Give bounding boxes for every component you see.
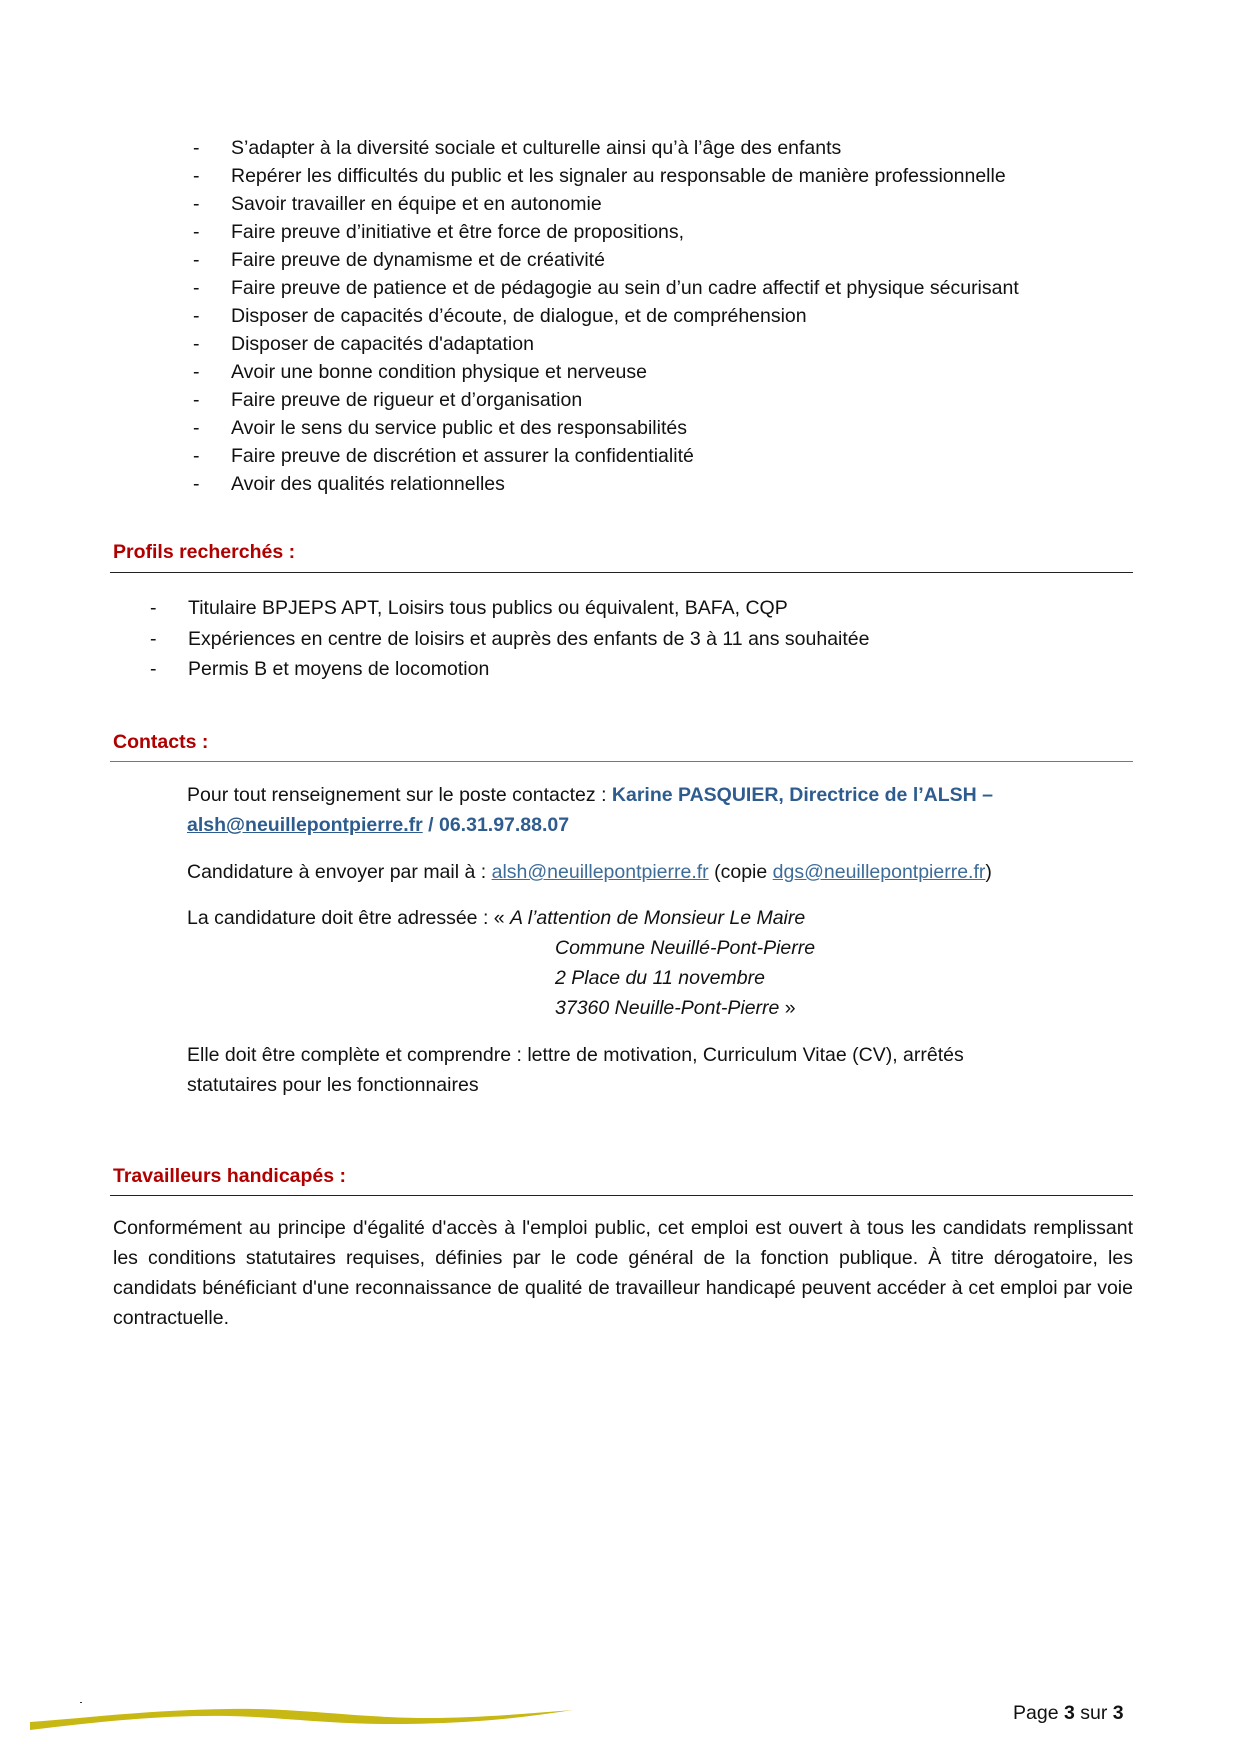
bullet-dash: - bbox=[150, 627, 157, 650]
bullet-dash: - bbox=[193, 193, 200, 215]
list-item-text: Faire preuve d’initiative et être force de propositions, bbox=[231, 221, 685, 243]
contacts-heading: Contacts : bbox=[113, 731, 209, 753]
address-line: 2 Place du 11 novembre bbox=[555, 967, 765, 989]
disabled-workers-heading: Travailleurs handicapés : bbox=[113, 1165, 347, 1187]
page-prefix: Page bbox=[1013, 1702, 1064, 1724]
list-item-text: Disposer de capacités d’écoute, de dialogue, et de compréhension bbox=[231, 305, 807, 327]
apply-copy-suffix: ) bbox=[985, 861, 992, 883]
page-number bbox=[1013, 1702, 1124, 1725]
list-item-text: Expériences en centre de loisirs et auprès des enfants de 3 à 11 ans souhaitée bbox=[188, 627, 870, 650]
application-email-line bbox=[187, 858, 992, 886]
list-item-text: Titulaire BPJEPS APT, Loisirs tous publics ou équivalent, BAFA, CQP bbox=[188, 597, 788, 619]
profiles-heading: Profils recherchés : bbox=[113, 541, 296, 563]
list-item-text: Savoir travailler en équipe et en autonomie bbox=[231, 193, 602, 215]
disabled-workers-divider bbox=[110, 1195, 1133, 1196]
footer-swoosh-logo bbox=[28, 1700, 588, 1740]
bullet-dash: - bbox=[193, 389, 200, 411]
address-suffix: » bbox=[779, 997, 796, 1019]
list-item-text: S’adapter à la diversité sociale et culturelle ainsi qu’à l’âge des enfants bbox=[231, 137, 842, 159]
list-item-text: Avoir le sens du service public et des responsabilités bbox=[231, 417, 687, 439]
apply-copy-email-link[interactable]: dgs@neuillepontpierre.fr bbox=[772, 861, 986, 883]
contact-info-line bbox=[187, 781, 993, 809]
contact-details-line bbox=[187, 811, 569, 839]
list-item-text: Avoir une bonne condition physique et nerveuse bbox=[231, 361, 647, 383]
bullet-dash: - bbox=[193, 361, 200, 383]
apply-email-link[interactable]: alsh@neuillepontpierre.fr bbox=[491, 861, 709, 883]
bullet-dash: - bbox=[193, 277, 200, 299]
contacts-divider bbox=[110, 761, 1133, 762]
bullet-dash: - bbox=[193, 305, 200, 327]
page-current: 3 bbox=[1063, 1702, 1075, 1724]
address-line: A l’attention de Monsieur Le Maire bbox=[510, 907, 806, 929]
apply-prefix: Candidature à envoyer par mail à : bbox=[187, 861, 492, 883]
bullet-dash: - bbox=[193, 249, 200, 271]
contact-phone: / 06.31.97.88.07 bbox=[422, 814, 570, 836]
address-line: 37360 Neuille-Pont-Pierre bbox=[555, 997, 780, 1019]
bullet-dash: - bbox=[150, 658, 157, 680]
list-item-text: Faire preuve de discrétion et assurer la confidentialité bbox=[231, 445, 694, 467]
bullet-dash: - bbox=[193, 221, 200, 243]
disabled-workers-paragraph: Conformément au principe d'égalité d'accès à l'emploi public, cet emploi est ouvert à tous les candidats remplissant les conditions statutaires requises, définies par le code général de la fonction publique. À titre dérogatoire, les candidats bénéficiant d'une reconnaissance de qualité de travailleur handicapé peuvent accéder à cet emploi par voie contractuelle. bbox=[113, 1217, 1133, 1329]
list-item-text: Faire preuve de patience et de pédagogie au sein d’un cadre affectif et physique sécurisant bbox=[231, 277, 1019, 299]
apply-copy-prefix: (copie bbox=[708, 861, 773, 883]
bullet-dash: - bbox=[193, 333, 200, 355]
address-prefix: La candidature doit être adressée : « bbox=[187, 907, 511, 929]
list-item-text: Repérer les difficultés du public et les signaler au responsable de manière professionnelle bbox=[231, 165, 1006, 187]
bullet-dash: - bbox=[150, 597, 157, 619]
list-item-text: Faire preuve de rigueur et d’organisation bbox=[231, 389, 583, 411]
contact-info-prefix: Pour tout renseignement sur le poste contactez : bbox=[187, 784, 612, 806]
contact-email-link[interactable]: alsh@neuillepontpierre.fr bbox=[187, 814, 423, 836]
swoosh-shape bbox=[30, 1709, 573, 1730]
address-line: Commune Neuillé-Pont-Pierre bbox=[555, 937, 816, 959]
bullet-dash: - bbox=[193, 417, 200, 439]
bullet-dash: - bbox=[193, 445, 200, 467]
list-item-text: Disposer de capacités d'adaptation bbox=[231, 333, 534, 355]
profiles-divider bbox=[110, 572, 1133, 573]
requirements-line: Elle doit être complète et comprendre : lettre de motivation, Curriculum Vitae (CV), arrêtés bbox=[187, 1044, 964, 1066]
requirements-line: statutaires pour les fonctionnaires bbox=[187, 1074, 479, 1096]
list-item-text: Permis B et moyens de locomotion bbox=[188, 658, 490, 680]
list-item-text: Faire preuve de dynamisme et de créativité bbox=[231, 249, 605, 271]
contact-name: Karine PASQUIER, Directrice de l’ALSH – bbox=[611, 784, 993, 806]
address-intro-line bbox=[187, 904, 805, 932]
list-item-text: Avoir des qualités relationnelles bbox=[231, 473, 505, 495]
page-middle: sur bbox=[1074, 1702, 1113, 1724]
page-total: 3 bbox=[1112, 1702, 1124, 1724]
bullet-dash: - bbox=[193, 473, 200, 495]
bullet-dash: - bbox=[193, 137, 200, 159]
address-last-line bbox=[555, 994, 796, 1022]
bullet-dash: - bbox=[193, 165, 200, 187]
